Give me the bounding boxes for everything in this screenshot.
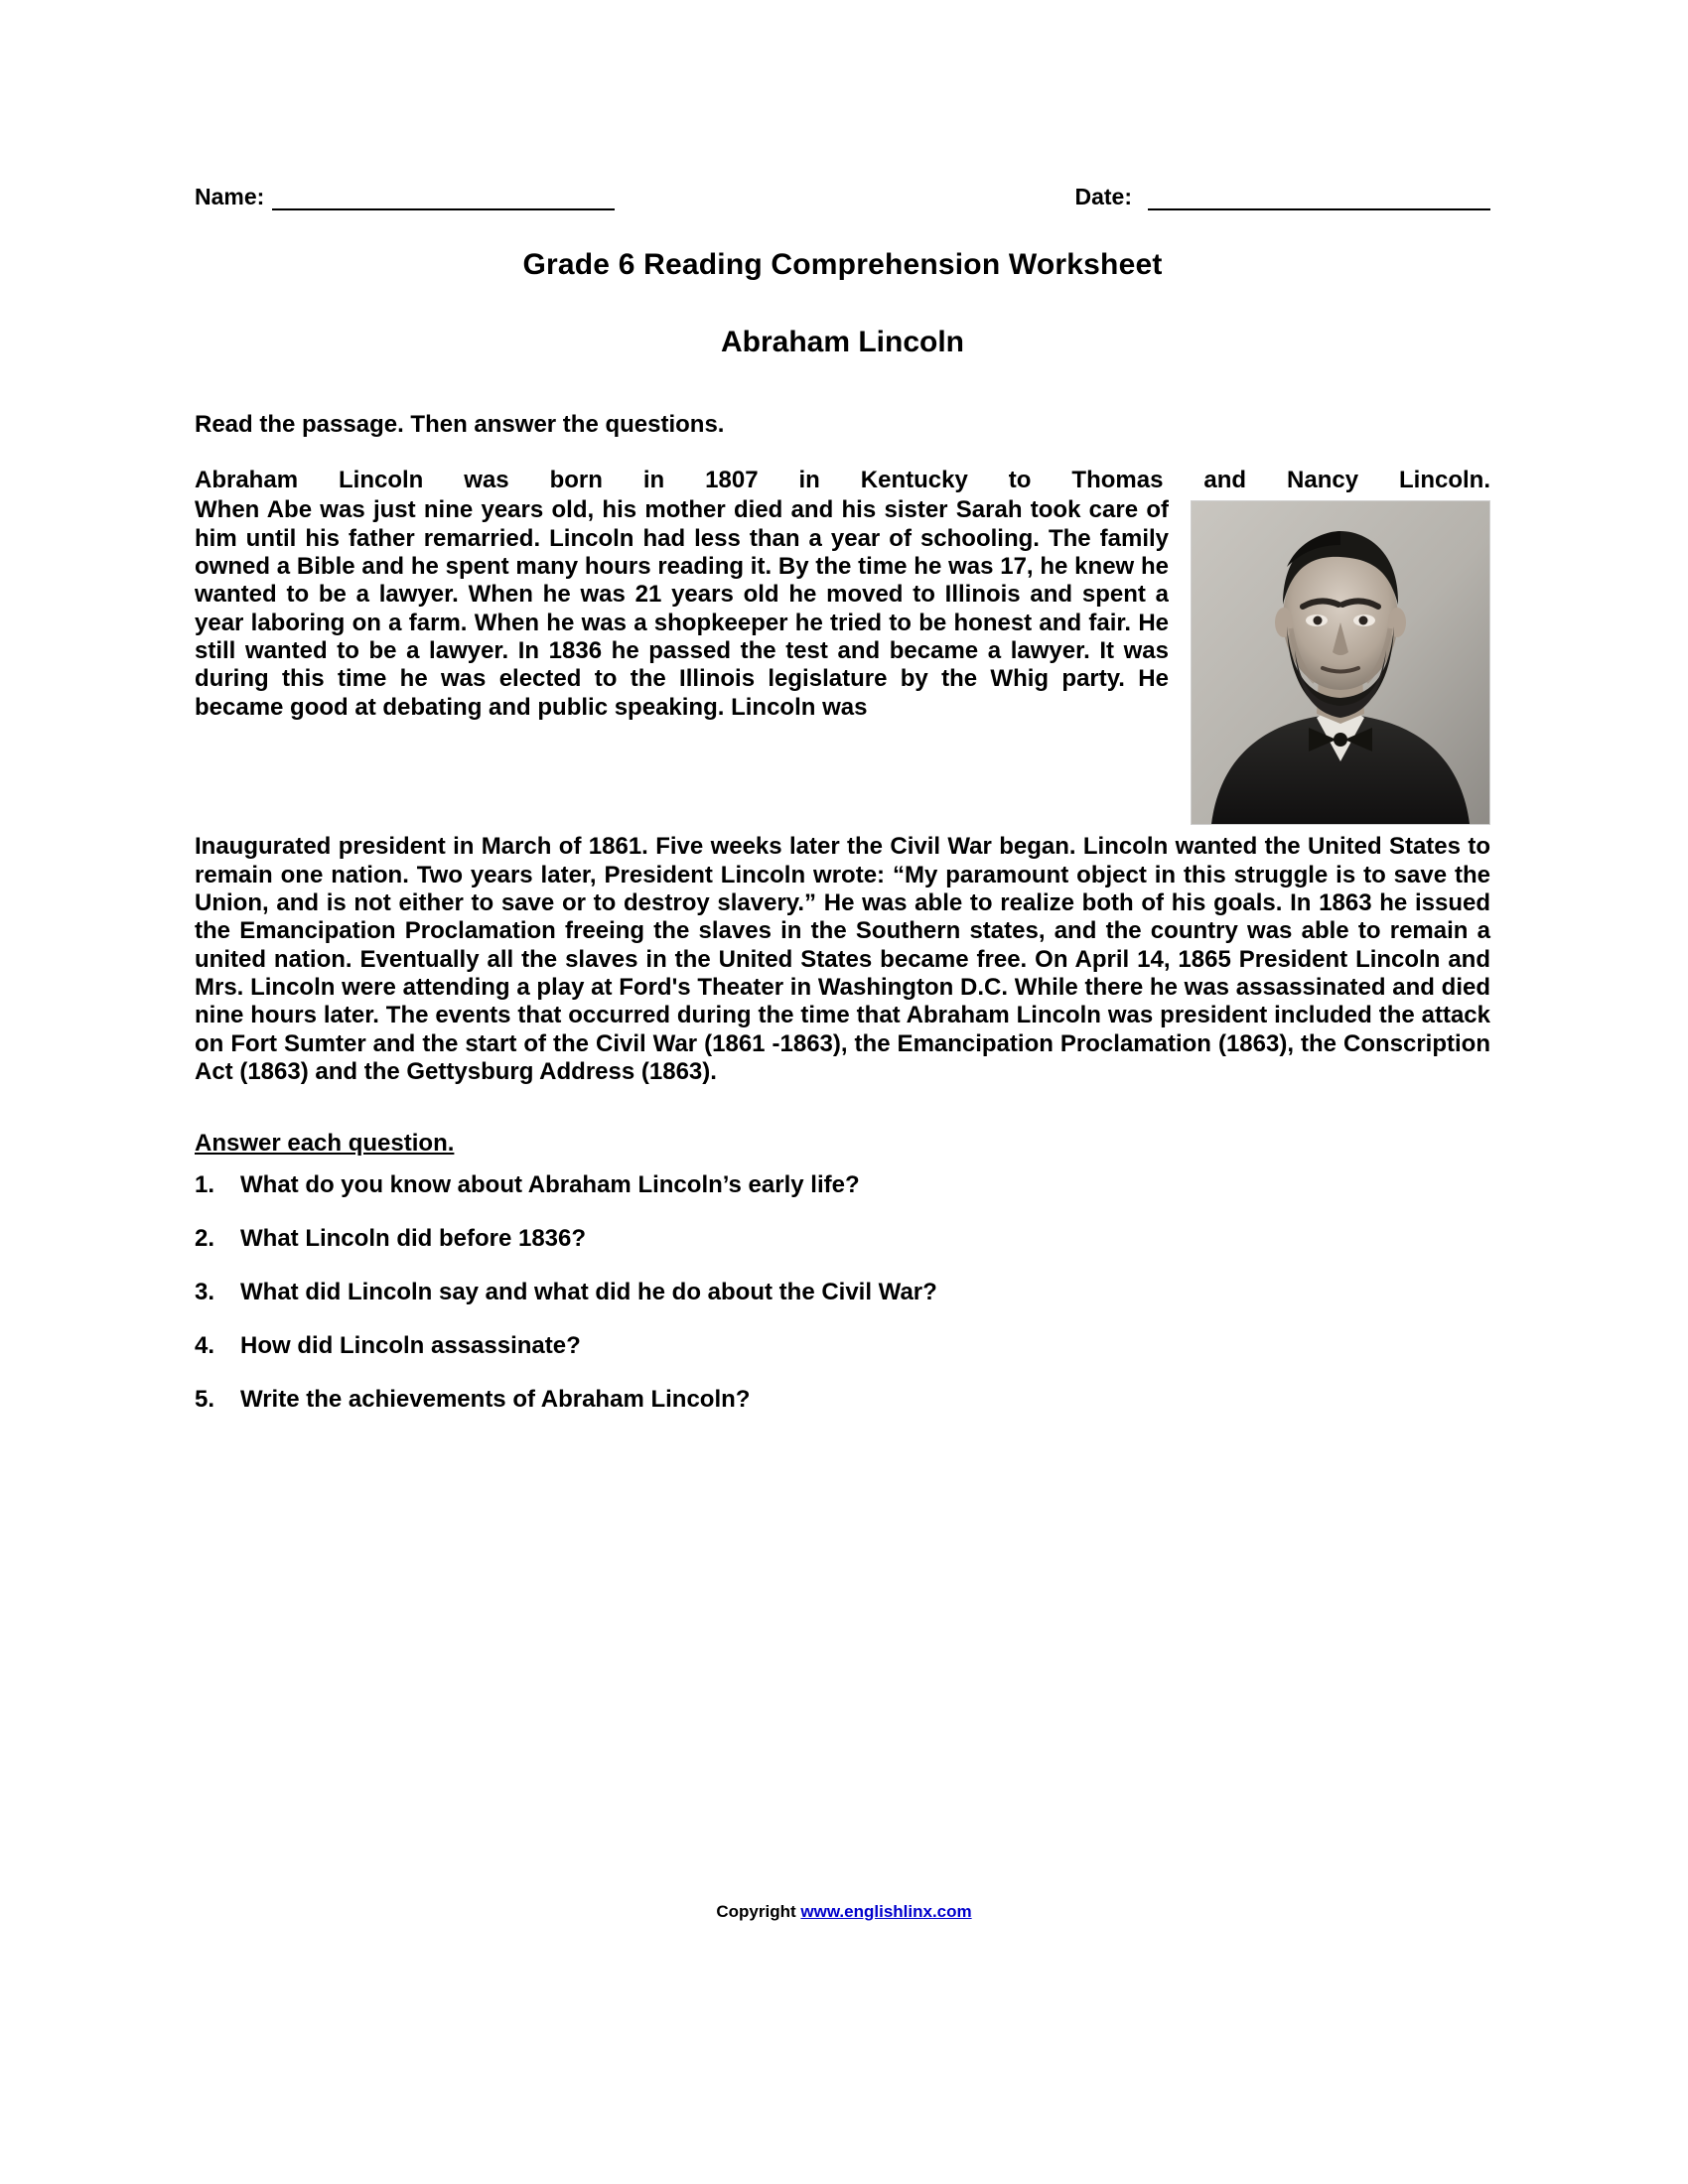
passage-body-part1: When Abe was just nine years old, his mother died and his sister Sarah took care of him until his father remarried. Lincoln had less than a year of schooling. The family owned a Bible and he spent many hours reading it. By the time he was 17, he knew he wanted to be a lawyer. When he was 21 years old he moved to Illinois and spent a year laboring on a farm. When he was a shopkeeper he tried to be honest and fair. He still wanted to be a lawyer. In 1836 he passed the test and became a lawyer. It was during this time he was elected to the Illinois legislature by the Whig party. He became good at debating and public speaking. Lincoln was [195,496,1169,721]
question-number: 2. [195,1225,215,1253]
question-item-3 [195,1279,1490,1306]
question-number: 3. [195,1279,215,1306]
questions-list [195,1171,1490,1414]
name-label: Name: [195,184,265,209]
question-item-2 [195,1225,1490,1253]
passage-wrapped-text [195,496,1169,722]
name-field[interactable] [195,184,615,210]
questions-heading: Answer each question. [195,1130,455,1158]
footer [0,1902,1688,1922]
subject-title: Abraham Lincoln [720,326,965,358]
website-link[interactable]: www.englishlinx.com [800,1902,972,1921]
instruction-text: Read the passage. Then answer the questions. [195,411,725,438]
question-text: How did Lincoln assassinate? [240,1332,581,1360]
header-fields [195,184,1490,210]
question-text: What Lincoln did before 1836? [240,1225,587,1253]
question-number: 1. [195,1171,215,1199]
reading-passage [195,467,1490,1086]
question-item-1 [195,1171,1490,1199]
worksheet-content [195,184,1490,1439]
date-label: Date: [1074,184,1132,209]
question-text: Write the achievements of Abraham Lincoln? [240,1386,751,1414]
question-item-4 [195,1332,1490,1360]
abraham-lincoln-portrait-image [1191,500,1490,825]
page-title: Grade 6 Reading Comprehension Worksheet [522,248,1163,281]
name-input-line[interactable] [272,189,615,210]
question-text: What did Lincoln say and what did he do about the Civil War? [240,1279,937,1306]
question-number: 5. [195,1386,215,1414]
date-input-line[interactable] [1148,189,1490,210]
copyright-label: Copyright [716,1902,796,1921]
passage-body-part2: Inaugurated president in March of 1861. Five weeks later the Civil War began. Lincoln wanted the United States to remain one nation. Two years later, President Lincoln wrote: “My paramount object in this struggle is to save the Union, and is not either to save or to destroy slavery.” He was able to realize both of his goals. In 1863 he issued the Emancipation Proclamation freeing the slaves in the Southern states, and the country was able to remain a united nation. Eventually all the slaves in the United States became free. On April 14, 1865 President Lincoln and Mrs. Lincoln were attending a play at Ford's Theater in Washington D.C. While there he was assassinated and died nine hours later. The events that occurred during the time that Abraham Lincoln was president included the attack on Fort Sumter and the start of the Civil War (1861 -1863), the Emancipation Proclamation (1863), the Conscription Act (1863) and the Gettysburg Address (1863). [195,833,1490,1085]
date-field[interactable] [1074,184,1490,210]
passage-lead: Abraham Lincoln was born in 1807 in Kentucky to Thomas and Nancy Lincoln. [195,467,1490,493]
passage-tail-text [195,833,1490,1086]
question-number: 4. [195,1332,215,1360]
question-text: What do you know about Abraham Lincoln’s early life? [240,1171,860,1199]
question-item-5 [195,1386,1490,1414]
